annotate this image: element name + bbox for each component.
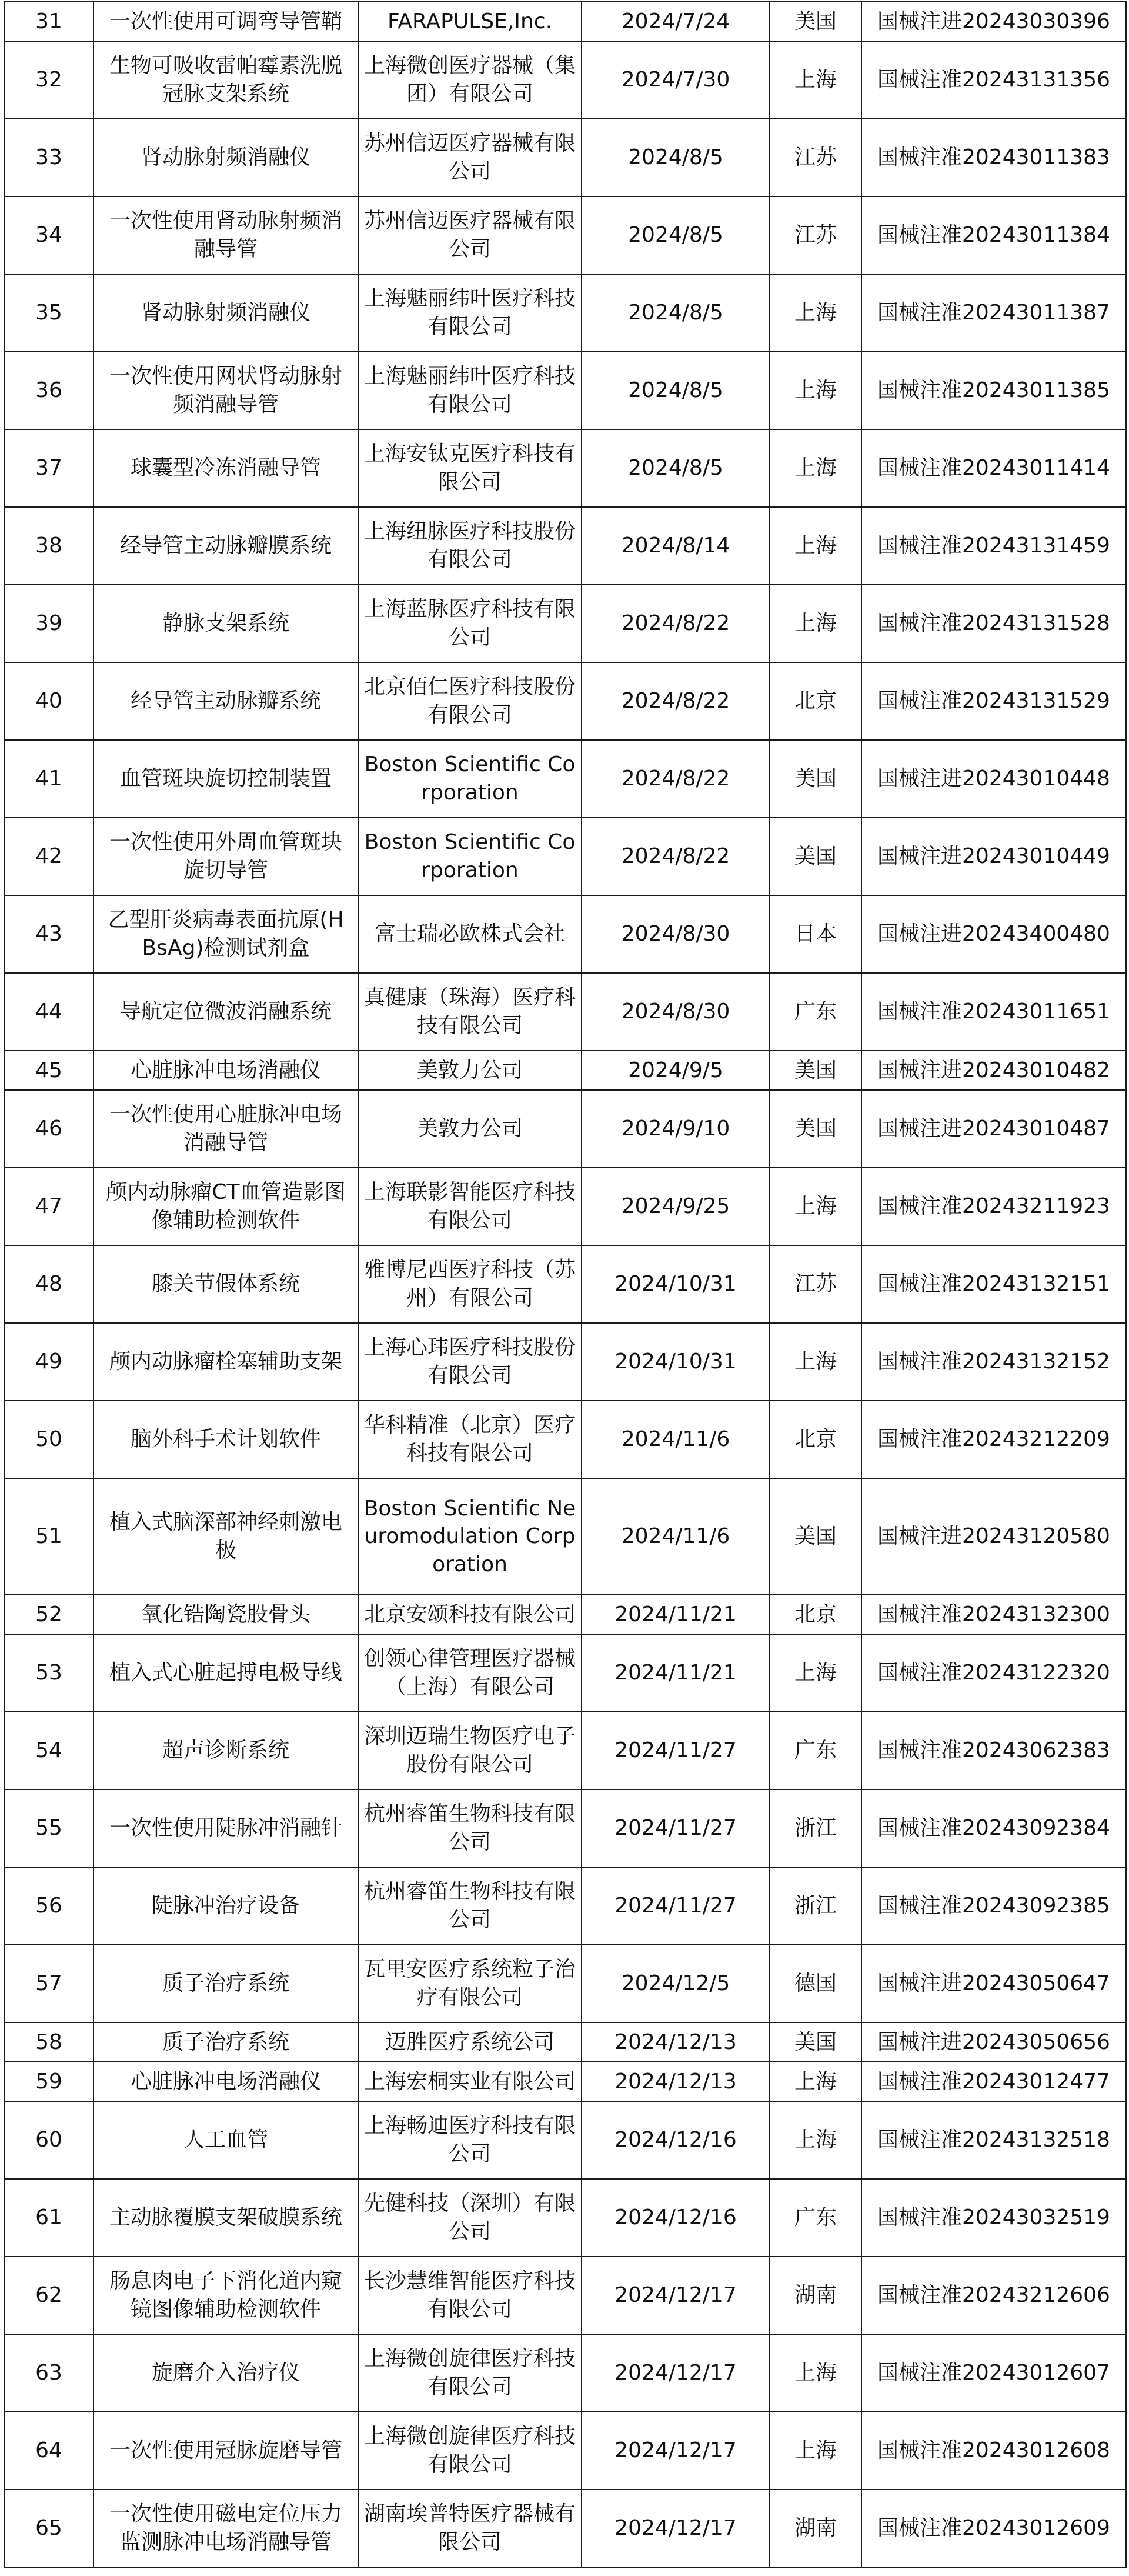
cell-region: 湖南 — [770, 2257, 861, 2334]
table-row — [4, 2257, 1126, 2334]
cell-approval-date: 2024/12/13 — [582, 2022, 770, 2062]
cell-number: 57 — [4, 1945, 93, 2022]
cell-registration-number: 国械注准20243131528 — [861, 585, 1126, 662]
cell-device-name: 静脉支架系统 — [93, 585, 358, 662]
cell-number: 31 — [4, 2, 93, 41]
cell-registration-number: 国械注准20243212209 — [861, 1401, 1126, 1478]
cell-device-name: 一次性使用冠脉旋磨导管 — [93, 2412, 358, 2490]
cell-device-name: 陡脉冲治疗设备 — [93, 1867, 358, 1945]
cell-device-name: 颅内动脉瘤栓塞辅助支架 — [93, 1323, 358, 1401]
cell-region: 上海 — [770, 2412, 861, 2490]
cell-number: 63 — [4, 2334, 93, 2412]
cell-device-name: 肠息肉电子下消化道内窥镜图像辅助检测软件 — [93, 2257, 358, 2334]
table-row — [4, 1595, 1126, 1634]
cell-device-name: 心脏脉冲电场消融仪 — [93, 1051, 358, 1090]
table-row — [4, 1051, 1126, 1090]
cell-approval-date: 2024/11/21 — [582, 1595, 770, 1634]
cell-region: 上海 — [770, 1323, 861, 1401]
cell-approval-date: 2024/9/25 — [582, 1168, 770, 1245]
cell-company: 美敦力公司 — [358, 1051, 582, 1090]
cell-registration-number: 国械注准20243012477 — [861, 2062, 1126, 2101]
cell-device-name: 氧化锆陶瓷股骨头 — [93, 1595, 358, 1634]
cell-approval-date: 2024/8/22 — [582, 662, 770, 740]
cell-region: 美国 — [770, 740, 861, 818]
cell-device-name: 一次性使用肾动脉射频消融导管 — [93, 196, 358, 274]
cell-registration-number: 国械注准20243132151 — [861, 1245, 1126, 1323]
cell-device-name: 植入式脑深部神经刺激电极 — [93, 1478, 358, 1595]
cell-region: 广东 — [770, 973, 861, 1051]
cell-company: 迈胜医疗系统公司 — [358, 2022, 582, 2062]
table-row — [4, 740, 1126, 818]
cell-approval-date: 2024/12/17 — [582, 2412, 770, 2490]
cell-number: 62 — [4, 2257, 93, 2334]
cell-company: Boston Scientific Corporation — [358, 740, 582, 818]
cell-approval-date: 2024/11/6 — [582, 1478, 770, 1595]
cell-number: 36 — [4, 352, 93, 429]
cell-company: 真健康（珠海）医疗科技有限公司 — [358, 973, 582, 1051]
table-row — [4, 507, 1126, 585]
table-body — [4, 2, 1126, 2567]
table-row — [4, 1245, 1126, 1323]
cell-company: 上海畅迪医疗科技有限公司 — [358, 2101, 582, 2179]
cell-number: 54 — [4, 1712, 93, 1789]
cell-region: 浙江 — [770, 1867, 861, 1945]
cell-registration-number: 国械注进20243010449 — [861, 818, 1126, 895]
cell-region: 上海 — [770, 274, 861, 352]
cell-region: 上海 — [770, 2062, 861, 2101]
cell-approval-date: 2024/8/5 — [582, 352, 770, 429]
cell-registration-number: 国械注准20243011414 — [861, 429, 1126, 507]
cell-company: 上海蓝脉医疗科技有限公司 — [358, 585, 582, 662]
cell-number: 50 — [4, 1401, 93, 1478]
cell-region: 美国 — [770, 818, 861, 895]
cell-company: 上海心玮医疗科技股份有限公司 — [358, 1323, 582, 1401]
cell-approval-date: 2024/11/27 — [582, 1867, 770, 1945]
table-row — [4, 2179, 1126, 2257]
cell-region: 日本 — [770, 895, 861, 973]
cell-approval-date: 2024/8/30 — [582, 895, 770, 973]
table-row — [4, 818, 1126, 895]
cell-registration-number: 国械注准20243032519 — [861, 2179, 1126, 2257]
cell-registration-number: 国械注准20243092385 — [861, 1867, 1126, 1945]
table-row — [4, 2022, 1126, 2062]
cell-company: 华科精准（北京）医疗科技有限公司 — [358, 1401, 582, 1478]
cell-number: 33 — [4, 119, 93, 196]
table-row — [4, 1478, 1126, 1595]
cell-number: 41 — [4, 740, 93, 818]
cell-registration-number: 国械注准20243122320 — [861, 1634, 1126, 1712]
cell-region: 上海 — [770, 2101, 861, 2179]
cell-number: 56 — [4, 1867, 93, 1945]
cell-region: 北京 — [770, 662, 861, 740]
cell-region: 美国 — [770, 1051, 861, 1090]
cell-registration-number: 国械注进20243010487 — [861, 1090, 1126, 1168]
cell-device-name: 一次性使用磁电定位压力监测脉冲电场消融导管 — [93, 2490, 358, 2567]
cell-number: 59 — [4, 2062, 93, 2101]
cell-device-name: 生物可吸收雷帕霉素洗脱冠脉支架系统 — [93, 41, 358, 119]
cell-number: 47 — [4, 1168, 93, 1245]
cell-number: 53 — [4, 1634, 93, 1712]
cell-device-name: 膝关节假体系统 — [93, 1245, 358, 1323]
table-row — [4, 662, 1126, 740]
cell-device-name: 经导管主动脉瓣膜系统 — [93, 507, 358, 585]
table-row — [4, 1945, 1126, 2022]
cell-approval-date: 2024/12/17 — [582, 2334, 770, 2412]
cell-number: 45 — [4, 1051, 93, 1090]
cell-region: 上海 — [770, 1634, 861, 1712]
cell-device-name: 植入式心脏起搏电极导线 — [93, 1634, 358, 1712]
cell-device-name: 质子治疗系统 — [93, 1945, 358, 2022]
cell-device-name: 心脏脉冲电场消融仪 — [93, 2062, 358, 2101]
cell-number: 64 — [4, 2412, 93, 2490]
cell-registration-number: 国械注准20243011384 — [861, 196, 1126, 274]
table-row — [4, 2101, 1126, 2179]
cell-region: 上海 — [770, 429, 861, 507]
cell-registration-number: 国械注进20243010448 — [861, 740, 1126, 818]
cell-company: 上海魅丽纬叶医疗科技有限公司 — [358, 274, 582, 352]
cell-company: 杭州睿笛生物科技有限公司 — [358, 1789, 582, 1867]
cell-number: 52 — [4, 1595, 93, 1634]
cell-approval-date: 2024/12/17 — [582, 2490, 770, 2567]
cell-company: 长沙慧维智能医疗科技有限公司 — [358, 2257, 582, 2334]
cell-device-name: 球囊型冷冻消融导管 — [93, 429, 358, 507]
cell-company: 杭州睿笛生物科技有限公司 — [358, 1867, 582, 1945]
cell-registration-number: 国械注进20243050647 — [861, 1945, 1126, 2022]
cell-company: 美敦力公司 — [358, 1090, 582, 1168]
cell-registration-number: 国械注进20243010482 — [861, 1051, 1126, 1090]
cell-registration-number: 国械注准20243062383 — [861, 1712, 1126, 1789]
table-row — [4, 1867, 1126, 1945]
cell-company: 创领心律管理医疗器械（上海）有限公司 — [358, 1634, 582, 1712]
cell-approval-date: 2024/11/27 — [582, 1712, 770, 1789]
cell-approval-date: 2024/9/5 — [582, 1051, 770, 1090]
table-row — [4, 1634, 1126, 1712]
cell-registration-number: 国械注准20243012608 — [861, 2412, 1126, 2490]
cell-device-name: 一次性使用陡脉冲消融针 — [93, 1789, 358, 1867]
table-row — [4, 2334, 1126, 2412]
cell-region: 美国 — [770, 1090, 861, 1168]
cell-company: 湖南埃普特医疗器械有限公司 — [358, 2490, 582, 2567]
cell-company: 上海微创旋律医疗科技有限公司 — [358, 2412, 582, 2490]
cell-region: 上海 — [770, 352, 861, 429]
cell-approval-date: 2024/12/17 — [582, 2257, 770, 2334]
cell-number: 65 — [4, 2490, 93, 2567]
cell-registration-number: 国械注准20243132300 — [861, 1595, 1126, 1634]
cell-registration-number: 国械注进20243120580 — [861, 1478, 1126, 1595]
cell-number: 48 — [4, 1245, 93, 1323]
cell-company: 北京安颂科技有限公司 — [358, 1595, 582, 1634]
cell-number: 44 — [4, 973, 93, 1051]
cell-number: 46 — [4, 1090, 93, 1168]
cell-approval-date: 2024/12/5 — [582, 1945, 770, 2022]
table-row — [4, 352, 1126, 429]
table-row — [4, 895, 1126, 973]
table-row — [4, 1789, 1126, 1867]
cell-company: Boston Scientific Corporation — [358, 818, 582, 895]
cell-company: 富士瑞必欧株式会社 — [358, 895, 582, 973]
cell-registration-number: 国械注进20243400480 — [861, 895, 1126, 973]
cell-approval-date: 2024/8/22 — [582, 740, 770, 818]
cell-registration-number: 国械注进20243030396 — [861, 2, 1126, 41]
cell-registration-number: 国械注准20243211923 — [861, 1168, 1126, 1245]
cell-approval-date: 2024/8/14 — [582, 507, 770, 585]
cell-device-name: 一次性使用心脏脉冲电场消融导管 — [93, 1090, 358, 1168]
cell-registration-number: 国械注准20243132518 — [861, 2101, 1126, 2179]
cell-company: 上海安钛克医疗科技有限公司 — [358, 429, 582, 507]
cell-region: 美国 — [770, 2022, 861, 2062]
cell-number: 37 — [4, 429, 93, 507]
table-row — [4, 2062, 1126, 2101]
cell-device-name: 肾动脉射频消融仪 — [93, 119, 358, 196]
cell-approval-date: 2024/11/21 — [582, 1634, 770, 1712]
cell-approval-date: 2024/10/31 — [582, 1323, 770, 1401]
cell-device-name: 一次性使用外周血管斑块旋切导管 — [93, 818, 358, 895]
cell-registration-number: 国械注准20243092384 — [861, 1789, 1126, 1867]
cell-number: 32 — [4, 41, 93, 119]
cell-region: 上海 — [770, 585, 861, 662]
cell-approval-date: 2024/7/24 — [582, 2, 770, 41]
cell-region: 江苏 — [770, 196, 861, 274]
cell-region: 德国 — [770, 1945, 861, 2022]
cell-number: 40 — [4, 662, 93, 740]
cell-region: 上海 — [770, 507, 861, 585]
cell-device-name: 乙型肝炎病毒表面抗原(HBsAg)检测试剂盒 — [93, 895, 358, 973]
cell-approval-date: 2024/11/6 — [582, 1401, 770, 1478]
cell-device-name: 人工血管 — [93, 2101, 358, 2179]
cell-device-name: 颅内动脉瘤CT血管造影图像辅助检测软件 — [93, 1168, 358, 1245]
cell-region: 上海 — [770, 2334, 861, 2412]
cell-company: FARAPULSE,Inc. — [358, 2, 582, 41]
cell-device-name: 质子治疗系统 — [93, 2022, 358, 2062]
cell-region: 上海 — [770, 41, 861, 119]
cell-company: 上海联影智能医疗科技有限公司 — [358, 1168, 582, 1245]
cell-company: 苏州信迈医疗器械有限公司 — [358, 196, 582, 274]
cell-approval-date: 2024/10/31 — [582, 1245, 770, 1323]
cell-company: 上海宏桐实业有限公司 — [358, 2062, 582, 2101]
table-row — [4, 2, 1126, 41]
cell-device-name: 导航定位微波消融系统 — [93, 973, 358, 1051]
cell-registration-number: 国械注准20243132152 — [861, 1323, 1126, 1401]
cell-company: Boston Scientific Neuromodulation Corporation — [358, 1478, 582, 1595]
table-row — [4, 1712, 1126, 1789]
cell-region: 广东 — [770, 2179, 861, 2257]
cell-number: 49 — [4, 1323, 93, 1401]
cell-approval-date: 2024/12/16 — [582, 2101, 770, 2179]
cell-approval-date: 2024/7/30 — [582, 41, 770, 119]
table-row — [4, 41, 1126, 119]
cell-registration-number: 国械注准20243011385 — [861, 352, 1126, 429]
cell-number: 61 — [4, 2179, 93, 2257]
cell-device-name: 肾动脉射频消融仪 — [93, 274, 358, 352]
cell-number: 34 — [4, 196, 93, 274]
cell-region: 北京 — [770, 1595, 861, 1634]
cell-registration-number: 国械注进20243050656 — [861, 2022, 1126, 2062]
cell-region: 江苏 — [770, 1245, 861, 1323]
cell-company: 上海微创旋律医疗科技有限公司 — [358, 2334, 582, 2412]
cell-approval-date: 2024/8/5 — [582, 274, 770, 352]
cell-approval-date: 2024/8/5 — [582, 196, 770, 274]
cell-device-name: 经导管主动脉瓣系统 — [93, 662, 358, 740]
cell-number: 35 — [4, 274, 93, 352]
cell-registration-number: 国械注准20243012607 — [861, 2334, 1126, 2412]
cell-registration-number: 国械注准20243011383 — [861, 119, 1126, 196]
table-row — [4, 1323, 1126, 1401]
cell-approval-date: 2024/11/27 — [582, 1789, 770, 1867]
cell-device-name: 旋磨介入治疗仪 — [93, 2334, 358, 2412]
table-row — [4, 1401, 1126, 1478]
table-row — [4, 1168, 1126, 1245]
cell-device-name: 超声诊断系统 — [93, 1712, 358, 1789]
table-row — [4, 585, 1126, 662]
cell-company: 雅博尼西医疗科技（苏州）有限公司 — [358, 1245, 582, 1323]
cell-number: 42 — [4, 818, 93, 895]
cell-region: 江苏 — [770, 119, 861, 196]
device-registration-table — [4, 1, 1127, 2568]
cell-region: 美国 — [770, 1478, 861, 1595]
cell-company: 上海微创医疗器械（集团）有限公司 — [358, 41, 582, 119]
cell-company: 上海纽脉医疗科技股份有限公司 — [358, 507, 582, 585]
cell-approval-date: 2024/9/10 — [582, 1090, 770, 1168]
cell-number: 58 — [4, 2022, 93, 2062]
cell-company: 苏州信迈医疗器械有限公司 — [358, 119, 582, 196]
cell-registration-number: 国械注准20243011651 — [861, 973, 1126, 1051]
cell-registration-number: 国械注准20243212606 — [861, 2257, 1126, 2334]
cell-number: 55 — [4, 1789, 93, 1867]
table-row — [4, 119, 1126, 196]
cell-region: 广东 — [770, 1712, 861, 1789]
cell-registration-number: 国械注准20243131529 — [861, 662, 1126, 740]
cell-device-name: 一次性使用可调弯导管鞘 — [93, 2, 358, 41]
cell-approval-date: 2024/8/5 — [582, 429, 770, 507]
cell-registration-number: 国械注准20243131356 — [861, 41, 1126, 119]
cell-region: 湖南 — [770, 2490, 861, 2567]
table-row — [4, 196, 1126, 274]
cell-device-name: 主动脉覆膜支架破膜系统 — [93, 2179, 358, 2257]
cell-registration-number: 国械注准20243131459 — [861, 507, 1126, 585]
table-row — [4, 274, 1126, 352]
cell-device-name: 脑外科手术计划软件 — [93, 1401, 358, 1478]
cell-number: 51 — [4, 1478, 93, 1595]
table-row — [4, 429, 1126, 507]
cell-approval-date: 2024/12/16 — [582, 2179, 770, 2257]
cell-region: 北京 — [770, 1401, 861, 1478]
cell-company: 北京佰仁医疗科技股份有限公司 — [358, 662, 582, 740]
table-row — [4, 973, 1126, 1051]
table-row — [4, 2490, 1126, 2567]
cell-approval-date: 2024/8/5 — [582, 119, 770, 196]
cell-approval-date: 2024/8/22 — [582, 585, 770, 662]
cell-region: 浙江 — [770, 1789, 861, 1867]
cell-company: 瓦里安医疗系统粒子治疗有限公司 — [358, 1945, 582, 2022]
cell-approval-date: 2024/8/30 — [582, 973, 770, 1051]
cell-approval-date: 2024/12/13 — [582, 2062, 770, 2101]
cell-company: 先健科技（深圳）有限公司 — [358, 2179, 582, 2257]
cell-company: 上海魅丽纬叶医疗科技有限公司 — [358, 352, 582, 429]
cell-device-name: 血管斑块旋切控制装置 — [93, 740, 358, 818]
cell-device-name: 一次性使用网状肾动脉射频消融导管 — [93, 352, 358, 429]
cell-number: 38 — [4, 507, 93, 585]
cell-registration-number: 国械注准20243012609 — [861, 2490, 1126, 2567]
cell-registration-number: 国械注准20243011387 — [861, 274, 1126, 352]
cell-company: 深圳迈瑞生物医疗电子股份有限公司 — [358, 1712, 582, 1789]
cell-region: 美国 — [770, 2, 861, 41]
cell-region: 上海 — [770, 1168, 861, 1245]
table-row — [4, 2412, 1126, 2490]
cell-number: 60 — [4, 2101, 93, 2179]
table-row — [4, 1090, 1126, 1168]
cell-number: 43 — [4, 895, 93, 973]
cell-number: 39 — [4, 585, 93, 662]
cell-approval-date: 2024/8/22 — [582, 818, 770, 895]
